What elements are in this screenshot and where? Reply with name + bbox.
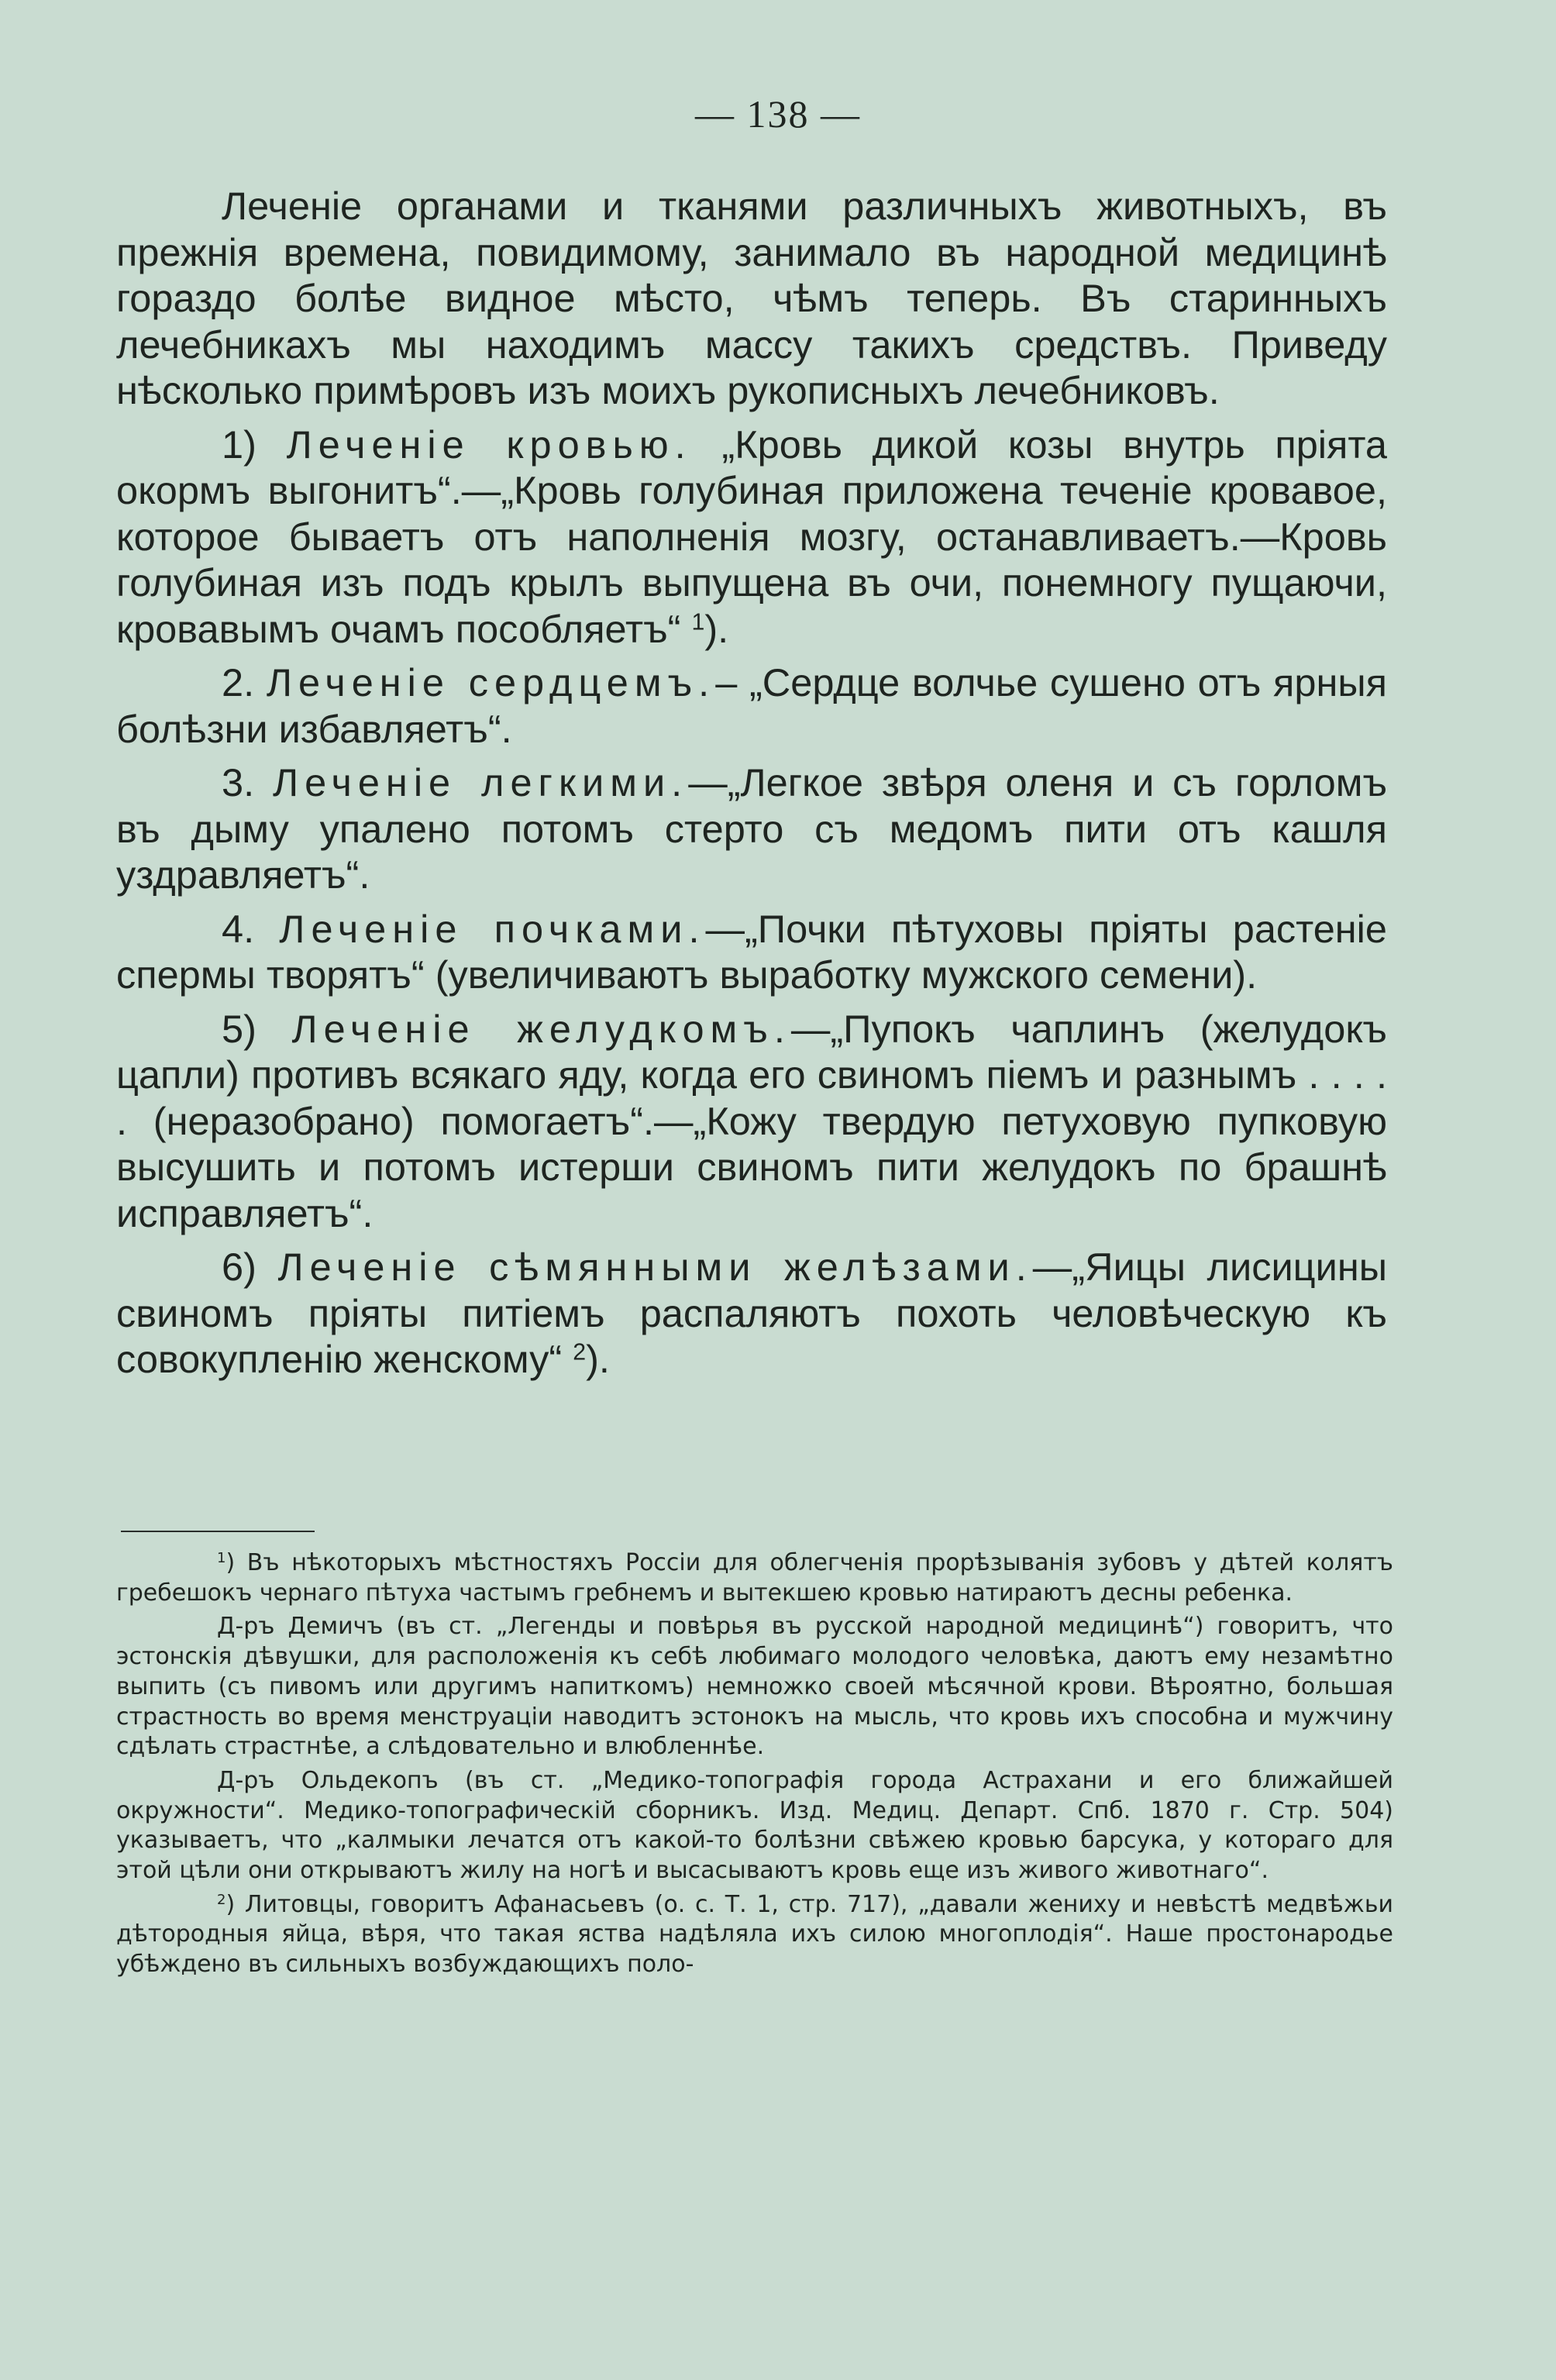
item-text: —„Яицы лисицины свиномъ пріяты питіемъ распаляютъ похоть человѣческую къ совокупленію женскому“: [116, 1245, 1388, 1381]
intro-paragraph: Леченіе органами и тканями различныхъ животныхъ, въ прежнія времена, повидимому, занимало въ народной медицинѣ гораздо болѣе видное мѣсто, чѣмъ теперь. Въ старинныхъ лечебникахъ мы находимъ массу такихъ средствъ. Приведу нѣсколько примѣровъ изъ моихъ рукописныхъ лечебниковъ.: [116, 184, 1387, 412]
main-text: [116, 183, 1387, 1390]
item-heading: Леченіе кровью.: [286, 422, 692, 467]
item-text: —„Пупокъ чаплинъ (желудокъ цапли) противъ всякаго яду, когда его свиномъ піемъ и разнымъ . . . . . (неразобрано) помогаетъ“.—„Кожу твердую петуховую пупковую высушить и потомъ истерши свиномъ пити желудокъ по брашнѣ исправляетъ“.: [116, 1006, 1387, 1235]
footnote-mark: 2: [217, 1891, 226, 1908]
page-number: — 138 —: [695, 92, 861, 136]
item-heading: Леченіе желудкомъ.: [291, 1006, 791, 1051]
item-5: [116, 1006, 1387, 1237]
footnote-ref: 2: [573, 1339, 587, 1366]
item-text: – „Сердце волчье сушено отъ ярныя болѣзни избавляетъ“.: [116, 660, 1388, 751]
item-6: [116, 1244, 1387, 1383]
footnote-mark: 1: [217, 1550, 226, 1567]
item-end: ).: [586, 1337, 610, 1381]
item-text: —„Почки пѣтуховы пріяты растеніе спермы творятъ“ (увеличиваютъ выработку мужского семени).: [116, 906, 1387, 997]
item-4: [116, 906, 1387, 998]
footnote-1: [116, 1548, 1393, 1608]
footnote-text: Д-ръ Демичъ (въ ст. „Легенды и повѣрья въ русской народной медицинѣ“) говоритъ, что эстонскія дѣвушки, для расположенія къ себѣ любимаго молодого человѣка, даютъ ему незамѣтно выпить (съ пивомъ или другимъ напиткомъ) немножко своей мѣсячной крови. Вѣроятно, большая страстность во время менструаціи наводитъ эстонокъ на мысль, что кровь ихъ способна и мужчину сдѣлать страстнѣе, а слѣдовательно и влюбленнѣе.: [116, 1613, 1393, 1761]
footnote-text: ) Литовцы, говоритъ Афанасьевъ (о. с. Т. 1, стр. 717), „давали жениху и невѣстѣ медвѣжьи дѣтородныя яйца, вѣря, что такая яства надѣляла ихъ силою многоплодія“. Наше простонародье убѣждено въ сильныхъ возбуждающихъ поло-: [116, 1890, 1393, 1979]
item-number: 1): [222, 422, 256, 467]
item-text: —„Легкое звѣря оленя и съ горломъ въ дыму упалено потомъ стерто съ медомъ пити отъ кашля уздравляетъ“.: [116, 760, 1388, 897]
item-number: 4.: [222, 906, 255, 951]
item-heading: Леченіе сердцемъ.: [266, 660, 716, 704]
footnote-1-demich: [116, 1612, 1393, 1762]
footnotes: [116, 1548, 1393, 1984]
item-end: ).: [704, 606, 729, 651]
item-2: [116, 660, 1387, 752]
item-text: „Кровь дикой козы внутрь пріята окормъ выгонитъ“.—„Кровь голубиная приложена теченіе кровавое, которое бываетъ отъ наполненія мозгу, останавливаетъ.—Кровь голубиная изъ подъ крылъ выпущена въ очи, понемногу пущаючи, кровавымъ очамъ пособляетъ“: [116, 422, 1387, 651]
footnote-text: Д-ръ Ольдекопъ (въ ст. „Медико-топографія города Астрахани и его ближайшей окружности“. Медико-топографическій сборникъ. Изд. Медиц. Департ. Спб. 1870 г. Стр. 504) указываетъ, что „калмыки лечатся отъ какой-то болѣзни свѣжею кровью барсука, у котораго для этой цѣли они открываютъ жилу на ногѣ и высасываютъ кровь еще изъ живого животнаго“.: [116, 1766, 1393, 1885]
footnote-divider: [121, 1531, 315, 1532]
item-heading: Леченіе сѣмянными желѣзами.: [277, 1245, 1033, 1289]
item-number: 5): [222, 1006, 256, 1051]
footnote-ref: 1: [691, 608, 705, 635]
item-number: 3.: [222, 760, 255, 804]
item-number: 2.: [222, 660, 255, 704]
footnote-2: [116, 1890, 1393, 1980]
item-heading: Леченіе почками.: [279, 906, 706, 951]
item-heading: Леченіе легкими.: [272, 760, 689, 804]
item-3: [116, 759, 1387, 898]
footnote-1-oldekop: [116, 1766, 1393, 1886]
item-1: [116, 422, 1387, 653]
footnote-text: ) Въ нѣкоторыхъ мѣстностяхъ Россіи для облегченія прорѣзыванія зубовъ у дѣтей колятъ гребешокъ чернаго пѣтуха частымъ гребнемъ и вытекшею кровью натираютъ десны ребенка.: [116, 1549, 1393, 1607]
item-number: 6): [222, 1245, 256, 1289]
